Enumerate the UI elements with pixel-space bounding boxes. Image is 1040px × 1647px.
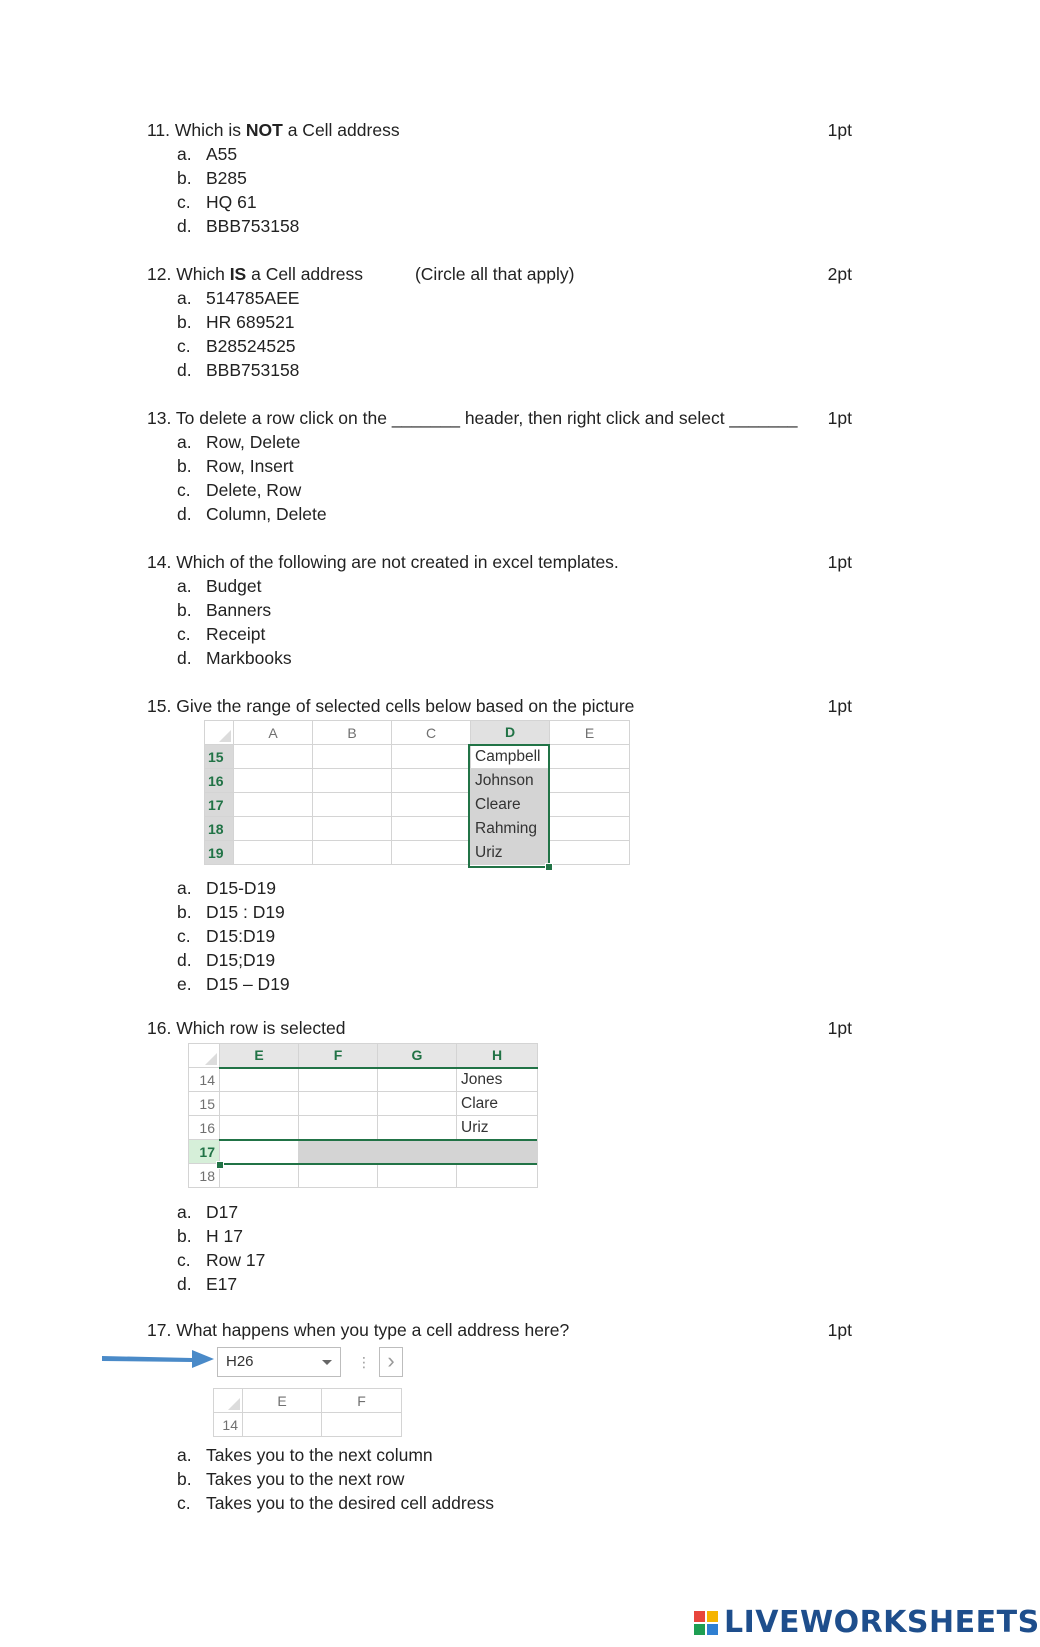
cell[interactable] xyxy=(234,841,313,865)
column-header[interactable]: C xyxy=(392,721,471,745)
logo-square-icon xyxy=(707,1611,718,1622)
cell[interactable] xyxy=(378,1068,457,1092)
points-label: 1pt xyxy=(827,696,852,716)
cell[interactable] xyxy=(313,841,392,865)
cell[interactable] xyxy=(220,1164,299,1188)
cell[interactable] xyxy=(220,1092,299,1116)
question-text: 11. Which is NOT a Cell address xyxy=(147,120,400,140)
options-list xyxy=(147,142,852,238)
cell[interactable] xyxy=(234,817,313,841)
points-label: 1pt xyxy=(827,408,852,428)
question-text: 12. Which IS a Cell address (Circle all that apply) xyxy=(147,264,575,284)
cell[interactable] xyxy=(313,769,392,793)
column-header-selected[interactable]: D xyxy=(471,721,550,745)
cell[interactable] xyxy=(234,769,313,793)
options-list xyxy=(147,876,852,996)
option[interactable]: b. HR 689521 xyxy=(177,312,295,332)
option[interactable]: c. Row 17 xyxy=(177,1250,266,1270)
option[interactable]: c. HQ 61 xyxy=(177,192,257,212)
logo-text: LIVEWORKSHEETS xyxy=(724,1605,1040,1640)
cell[interactable] xyxy=(299,1092,378,1116)
cell[interactable] xyxy=(550,817,630,841)
option[interactable]: a. Budget xyxy=(177,576,262,596)
column-header[interactable]: B xyxy=(313,721,392,745)
points-label: 2pt xyxy=(827,264,852,284)
cell[interactable] xyxy=(550,841,630,865)
row-header[interactable]: 14 xyxy=(214,1413,243,1437)
question-text: 14. Which of the following are not created in excel templates. xyxy=(147,552,619,572)
cell[interactable] xyxy=(299,1068,378,1092)
cell[interactable] xyxy=(457,1164,538,1188)
question-text: 17. What happens when you type a cell address here? xyxy=(147,1320,570,1340)
option[interactable]: c. Receipt xyxy=(177,624,266,644)
fill-handle[interactable] xyxy=(216,1161,224,1169)
options-list xyxy=(147,574,852,670)
question-13 xyxy=(147,406,852,526)
option[interactable]: a. Row, Delete xyxy=(177,432,301,452)
cell[interactable] xyxy=(313,817,392,841)
logo-square-icon xyxy=(694,1611,705,1622)
question-14 xyxy=(147,550,852,670)
cell[interactable] xyxy=(234,793,313,817)
option[interactable]: b. D15 : D19 xyxy=(177,902,285,922)
column-header[interactable]: E xyxy=(220,1044,299,1068)
select-all-corner[interactable] xyxy=(189,1044,220,1068)
column-header[interactable]: A xyxy=(234,721,313,745)
cell[interactable] xyxy=(378,1164,457,1188)
options-list xyxy=(147,286,852,382)
select-all-corner[interactable] xyxy=(205,721,234,745)
row-header[interactable]: 17 xyxy=(205,793,234,817)
name-box[interactable] xyxy=(217,1347,341,1377)
column-header[interactable]: H xyxy=(457,1044,538,1068)
cell[interactable] xyxy=(243,1413,322,1437)
cell[interactable] xyxy=(299,1164,378,1188)
row-header[interactable]: 15 xyxy=(205,745,234,769)
pointer-arrow xyxy=(100,1346,216,1370)
option[interactable]: c. Takes you to the desired cell address xyxy=(177,1493,494,1513)
cell[interactable]: Uriz xyxy=(457,1116,538,1140)
cell[interactable] xyxy=(392,793,471,817)
column-header[interactable]: G xyxy=(378,1044,457,1068)
cell[interactable] xyxy=(392,841,471,865)
question-text: 16. Which row is selected xyxy=(147,1018,346,1038)
fill-handle[interactable] xyxy=(545,863,553,871)
row-header-selected[interactable]: 17 xyxy=(189,1140,220,1164)
options-list xyxy=(147,430,852,526)
cell-selected[interactable]: Uriz xyxy=(471,841,550,865)
cell[interactable] xyxy=(392,817,471,841)
question-15 xyxy=(147,694,852,718)
cell-selected[interactable]: Campbell xyxy=(471,745,550,769)
cell[interactable] xyxy=(322,1413,402,1437)
option[interactable]: a. D15-D19 xyxy=(177,878,277,898)
select-all-corner[interactable] xyxy=(214,1389,243,1413)
option[interactable]: b. Takes you to the next row xyxy=(177,1469,405,1489)
question-16-options xyxy=(147,1200,852,1296)
cell[interactable] xyxy=(378,1092,457,1116)
column-header[interactable]: E xyxy=(243,1389,322,1413)
cell[interactable] xyxy=(392,769,471,793)
question-16 xyxy=(147,1016,852,1040)
cell[interactable] xyxy=(550,793,630,817)
option[interactable]: b. Banners xyxy=(177,600,272,620)
cell-selected[interactable]: Rahming xyxy=(471,817,550,841)
row-selection-outline xyxy=(219,1139,537,1165)
cell[interactable] xyxy=(378,1116,457,1140)
option[interactable]: a. A55 xyxy=(177,144,238,164)
cell[interactable] xyxy=(313,745,392,769)
option[interactable]: a. 514785AEE xyxy=(177,288,300,308)
option[interactable]: c. Delete, Row xyxy=(177,480,302,500)
question-text: 15. Give the range of selected cells below based on the picture xyxy=(147,696,635,716)
more-vertical-icon: ⋮ xyxy=(357,1354,371,1370)
option[interactable]: d. Markbooks xyxy=(177,648,292,668)
cell[interactable] xyxy=(550,769,630,793)
option[interactable]: b. Row, Insert xyxy=(177,456,294,476)
row-header[interactable]: 16 xyxy=(189,1116,220,1140)
question-15-options xyxy=(147,876,852,996)
chevron-right-icon[interactable]: › xyxy=(379,1347,403,1377)
row-header[interactable]: 16 xyxy=(205,769,234,793)
option[interactable]: e. D15 – D19 xyxy=(177,974,290,994)
option[interactable]: d. BBB753158 xyxy=(177,360,300,380)
instruction-note: (Circle all that apply) xyxy=(414,264,575,284)
cell[interactable] xyxy=(392,745,471,769)
cell-selected[interactable]: Johnson xyxy=(471,769,550,793)
options-list xyxy=(147,1443,852,1515)
question-17-options xyxy=(147,1443,852,1515)
cell[interactable]: Clare xyxy=(457,1092,538,1116)
points-label: 1pt xyxy=(827,1018,852,1038)
cell[interactable] xyxy=(220,1068,299,1092)
question-11 xyxy=(147,118,852,238)
option[interactable]: d. E17 xyxy=(177,1274,238,1294)
cell[interactable] xyxy=(313,793,392,817)
chevron-down-icon[interactable] xyxy=(322,1360,332,1365)
cell-selected[interactable]: Cleare xyxy=(471,793,550,817)
option[interactable]: a. Takes you to the next column xyxy=(177,1445,433,1465)
cell[interactable] xyxy=(220,1116,299,1140)
row-header[interactable]: 19 xyxy=(205,841,234,865)
row-header[interactable]: 15 xyxy=(189,1092,220,1116)
row-header[interactable]: 14 xyxy=(189,1068,220,1092)
options-list xyxy=(147,1200,852,1296)
question-17 xyxy=(147,1318,852,1342)
question-12 xyxy=(147,262,852,382)
option[interactable]: d. BBB753158 xyxy=(177,216,300,236)
row-header[interactable]: 18 xyxy=(205,817,234,841)
points-label: 1pt xyxy=(827,1320,852,1340)
option[interactable]: a. D17 xyxy=(177,1202,239,1222)
column-header[interactable]: F xyxy=(299,1044,378,1068)
option[interactable]: c. B28524525 xyxy=(177,336,296,356)
question-text: 13. To delete a row click on the _______ header, then right click and select _______ xyxy=(147,408,798,428)
option[interactable]: c. D15:D19 xyxy=(177,926,276,946)
column-header[interactable]: E xyxy=(550,721,630,745)
cell[interactable] xyxy=(299,1116,378,1140)
cell[interactable]: Jones xyxy=(457,1068,538,1092)
row-header[interactable]: 18 xyxy=(189,1164,220,1188)
points-label: 1pt xyxy=(827,552,852,572)
selection-outline xyxy=(468,744,550,868)
cell[interactable] xyxy=(234,745,313,769)
logo-square-icon xyxy=(707,1624,718,1635)
option[interactable]: d. D15;D19 xyxy=(177,950,276,970)
logo-square-icon xyxy=(694,1624,705,1635)
column-header[interactable]: F xyxy=(322,1389,402,1413)
cell[interactable] xyxy=(550,745,630,769)
option[interactable]: b. H 17 xyxy=(177,1226,243,1246)
points-label: 1pt xyxy=(827,120,852,140)
option[interactable]: b. B285 xyxy=(177,168,247,188)
name-box-value: H26 xyxy=(226,1353,254,1370)
option[interactable]: d. Column, Delete xyxy=(177,504,327,524)
